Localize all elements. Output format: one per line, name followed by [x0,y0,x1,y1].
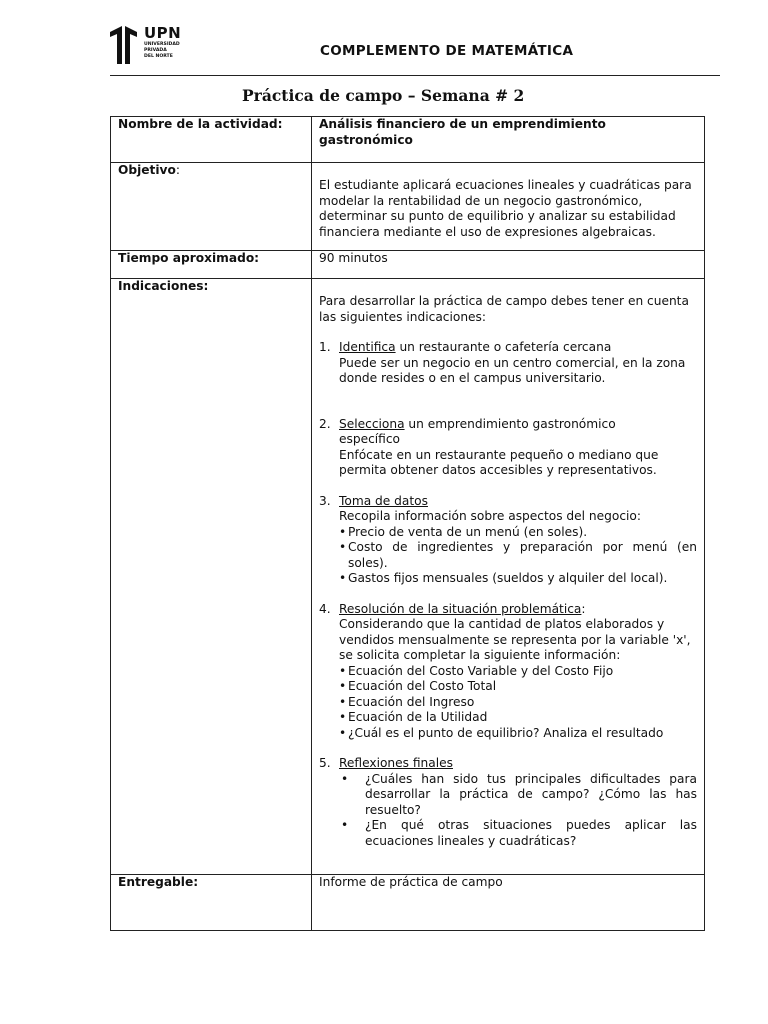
activity-name-value-line1: Análisis financiero de un emprendimiento [319,117,606,131]
step-number: 5. [319,756,331,770]
step-bullets [339,525,697,587]
objective-text: El estudiante aplicará ecuaciones lineales y cuadráticas para modelar la rentabilidad de un negocio gastronómico, determinar su punto de equilibrio y analizar su estabilidad financiera mediante el uso de expresiones algebraicas. [319,178,692,239]
deliverable-value-cell [312,875,705,931]
table-row-activity-name [111,117,705,163]
page-title: Práctica de campo – Semana # 2 [242,86,525,105]
step-body: Enfócate en un restaurante pequeño o mediano que permita obtener datos accesibles y representativos. [339,447,659,477]
step-number: 2. [319,416,331,431]
step-title: Toma de datos [339,493,428,508]
step-body: Puede ser un negocio en un centro comercial, en la zona donde resides o en el campus universitario. [339,355,686,385]
instructions-label: Indicaciones: [118,279,209,293]
step-3 [319,494,697,587]
step-bullets [339,772,697,850]
list-item: • Gastos fijos mensuales (sueldos y alquiler del local). [339,571,697,587]
instructions-label-cell [111,279,312,875]
list-item: • Ecuación de la Utilidad [339,710,697,726]
step-title: Selecciona [339,416,405,431]
objective-value-cell [312,163,705,251]
objective-label-suffix: : [175,163,180,177]
logo-text: UPN [144,24,182,42]
activity-name-label-cell [111,117,312,163]
course-title: COMPLEMENTO DE MATEMÁTICA [320,43,574,59]
step-title-rest: un emprendimiento gastronómico específico [339,416,616,446]
list-item: • Costo de ingredientes y preparación por menú (en soles). [339,540,697,571]
list-item: • Ecuación del Ingreso [339,695,697,711]
step-2 [319,417,697,479]
instructions-intro: Para desarrollar la práctica de campo debes tener en cuenta las siguientes indicaciones: [319,294,689,324]
time-value-cell [312,251,705,279]
step-title: Identifica [339,340,396,354]
step-title-rest: : [581,601,586,616]
table-row-objective [111,163,705,251]
instructions-value-cell [312,279,705,875]
step-number: 3. [319,493,331,508]
time-value: 90 minutos [319,251,388,265]
deliverable-label: Entregable: [118,875,199,889]
time-label-cell [111,251,312,279]
activity-name-value-line2: gastronómico [319,132,413,147]
step-title-rest: un restaurante o cafetería cercana [395,340,612,354]
upn-logo-mark-icon [108,24,142,66]
table-row-time [111,251,705,279]
instructions-list [319,340,697,849]
activity-table [110,116,705,931]
step-number: 1. [319,340,331,354]
upn-logo [108,24,188,66]
step-title: Resolución de la situación problemática [339,601,582,616]
step-title: Reflexiones finales [339,756,453,770]
table-row-deliverable [111,875,705,931]
list-item: • ¿En qué otras situaciones puedes aplicar las ecuaciones lineales y cuadráticas? [339,818,697,849]
time-label: Tiempo aproximado: [118,251,260,265]
step-body: Considerando que la cantidad de platos elaborados y vendidos mensualmente se representa por la variable 'x', se solicita completar la siguiente información: [339,617,691,662]
objective-label: Objetivo [118,163,176,177]
list-item: • Ecuación del Costo Variable y del Costo Fijo [339,664,697,680]
list-item: • Precio de venta de un menú (en soles). [339,525,697,541]
step-5 [319,756,697,849]
step-number: 4. [319,601,331,616]
step-1 [319,340,697,387]
list-item: • Ecuación del Costo Total [339,679,697,695]
deliverable-label-cell [111,875,312,931]
list-item: • ¿Cuál es el punto de equilibrio? Analiza el resultado [339,726,697,742]
objective-label-cell [111,163,312,251]
step-body: Recopila información sobre aspectos del negocio: [339,509,641,523]
list-item: • ¿Cuáles han sido tus principales dificultades para desarrollar la práctica de campo? ¿Cómo las has resuelto? [339,772,697,819]
header-divider [110,75,720,76]
activity-name-value-cell [312,117,705,163]
logo-subtext: UNIVERSIDAD PRIVADA DEL NORTE [144,42,180,59]
deliverable-value: Informe de práctica de campo [319,875,503,889]
step-bullets [339,664,697,742]
step-4 [319,602,697,742]
activity-name-label: Nombre de la actividad: [118,117,283,131]
table-row-instructions [111,279,705,875]
